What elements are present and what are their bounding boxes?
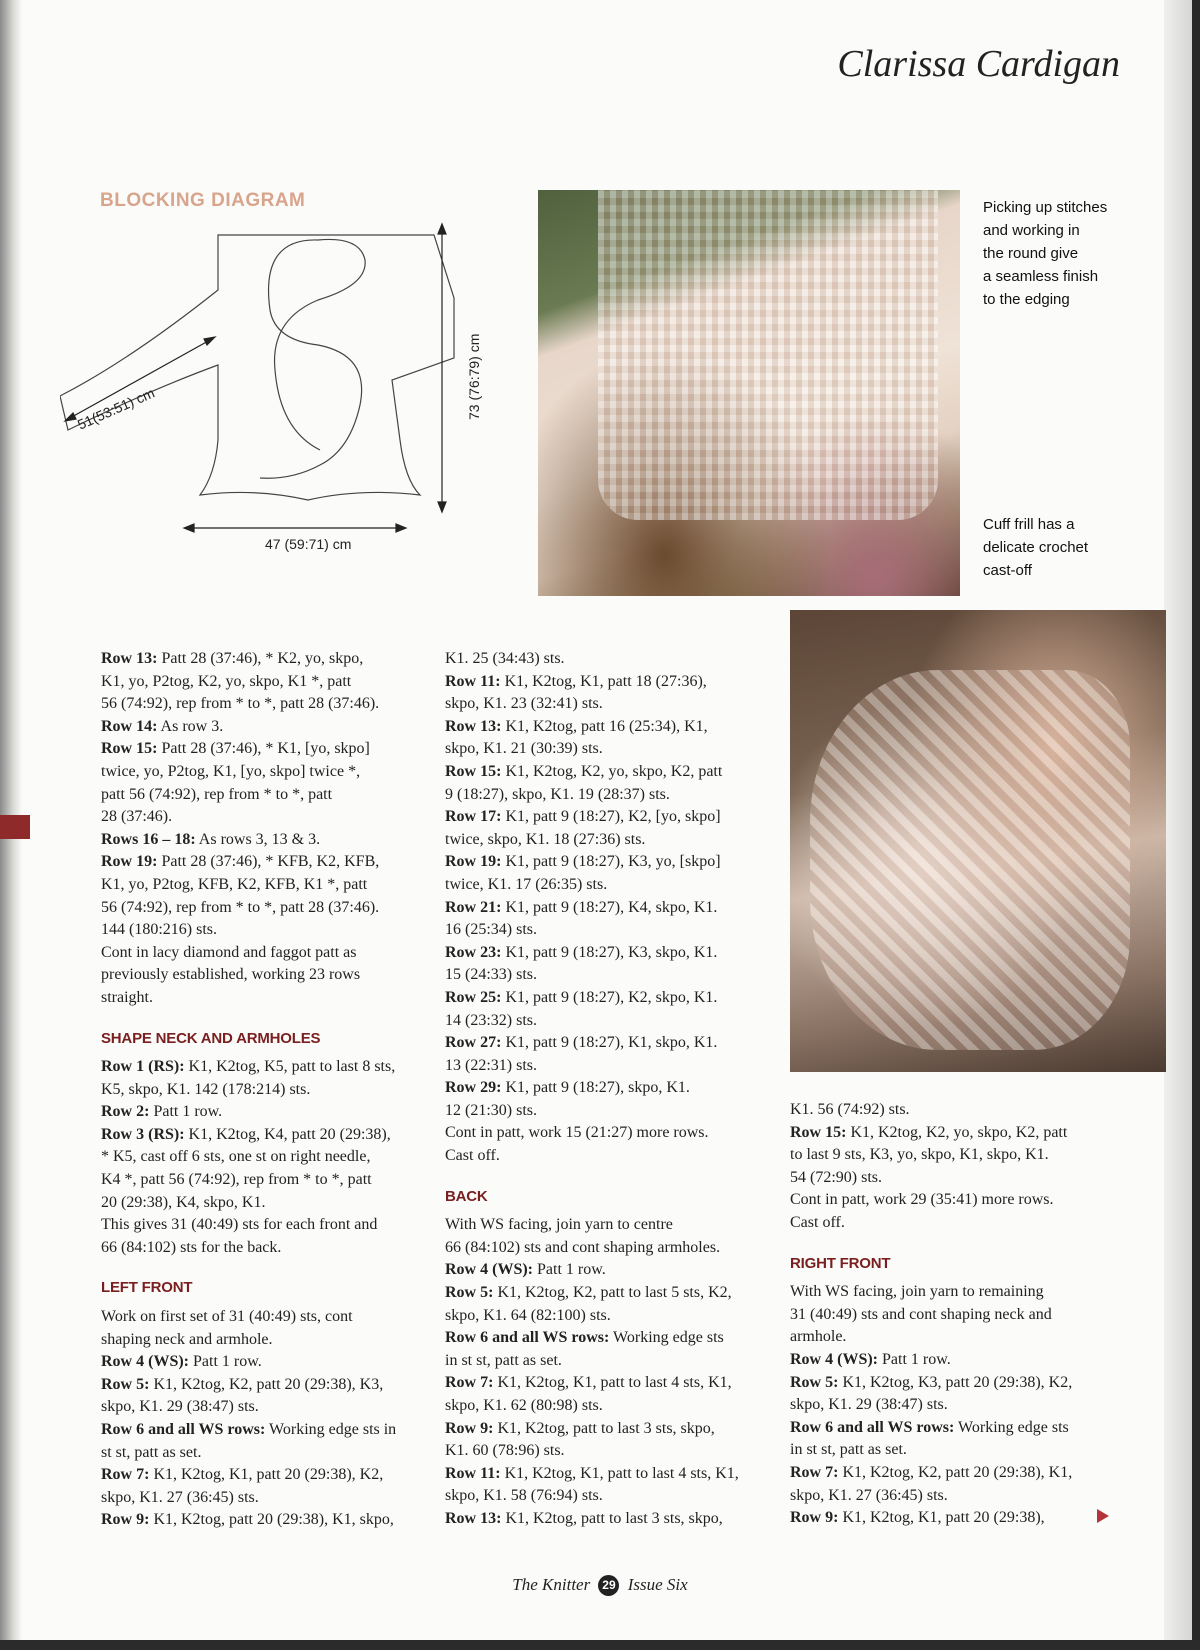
row-text: K1, K2tog, K2, patt to last 5 sts, K2, bbox=[493, 1284, 732, 1302]
pattern-line bbox=[790, 1349, 1115, 1372]
page-edge-marker bbox=[0, 815, 30, 839]
pattern-line bbox=[445, 738, 770, 761]
pattern-line bbox=[445, 942, 770, 965]
pattern-line bbox=[101, 851, 421, 874]
row-text: Patt 1 row. bbox=[878, 1350, 951, 1368]
row-text: K1, K2tog, K1, patt to last 4 sts, K1, bbox=[493, 1374, 732, 1392]
row-text: patt 56 (74:92), rep from * to *, patt bbox=[101, 785, 333, 803]
pattern-line bbox=[101, 1124, 421, 1147]
pattern-line bbox=[101, 716, 421, 739]
row-label: Row 27: bbox=[445, 1034, 502, 1052]
pattern-line bbox=[101, 1419, 421, 1442]
row-text: 54 (72:90) sts. bbox=[790, 1168, 882, 1186]
row-label: Row 13: bbox=[101, 650, 158, 667]
row-text: 12 (21:30) sts. bbox=[445, 1101, 537, 1119]
pattern-line bbox=[790, 1394, 1115, 1417]
continue-arrow-icon bbox=[1097, 1509, 1109, 1523]
row-label: Row 15: bbox=[101, 740, 158, 758]
pattern-line bbox=[790, 1122, 1115, 1145]
width-dimension: 47 (59:71) cm bbox=[265, 536, 352, 552]
sleeve-arrow bbox=[65, 337, 215, 421]
row-text: K1, patt 9 (18:27), K2, [yo, skpo] bbox=[501, 808, 721, 826]
row-label: Row 14: bbox=[101, 717, 158, 735]
row-text: K1, K2tog, K2, yo, skpo, K2, patt bbox=[846, 1123, 1068, 1141]
lace-edging-photo bbox=[538, 190, 960, 596]
pattern-line bbox=[445, 1010, 770, 1033]
row-label: Row 15: bbox=[445, 762, 502, 780]
row-text: K1, patt 9 (18:27), K2, skpo, K1. bbox=[501, 988, 718, 1006]
neckline-curve bbox=[260, 239, 365, 478]
row-text: As row 3. bbox=[157, 717, 224, 735]
row-text: K1, patt 9 (18:27), skpo, K1. bbox=[501, 1079, 690, 1097]
pattern-line bbox=[101, 806, 421, 829]
pattern-line bbox=[790, 1281, 1115, 1304]
pattern-line bbox=[445, 693, 770, 716]
pattern-line bbox=[445, 784, 770, 807]
row-text: K1, K2tog, K4, patt 20 (29:38), bbox=[184, 1125, 391, 1143]
row-text: K1. 25 (34:43) sts. bbox=[445, 650, 565, 667]
pattern-line bbox=[445, 829, 770, 852]
pattern-line bbox=[790, 1326, 1115, 1349]
section-heading: BACK bbox=[445, 1187, 488, 1205]
row-text: K1, K2tog, K2, patt 20 (29:38), K3, bbox=[149, 1375, 384, 1393]
row-text: Patt 28 (37:46), * K1, [yo, skpo] bbox=[157, 740, 370, 758]
pattern-line bbox=[445, 1032, 770, 1055]
row-text: Patt 28 (37:46), * K2, yo, skpo, bbox=[157, 650, 364, 667]
lace-texture bbox=[810, 670, 1130, 1050]
pattern-column-1 bbox=[101, 648, 421, 1532]
pattern-line bbox=[445, 1122, 770, 1145]
row-label: Row 6 and all WS rows: bbox=[790, 1418, 955, 1436]
pattern-line bbox=[445, 1418, 770, 1441]
lace-texture bbox=[598, 190, 938, 520]
row-label: Row 2: bbox=[101, 1103, 150, 1121]
pattern-line bbox=[445, 1395, 770, 1418]
row-label: Row 19: bbox=[445, 853, 502, 871]
row-text: armhole. bbox=[790, 1328, 847, 1346]
pattern-column-3 bbox=[790, 1099, 1115, 1530]
pattern-line bbox=[101, 1056, 421, 1079]
row-label: Row 7: bbox=[445, 1374, 494, 1392]
pattern-line bbox=[790, 1099, 1115, 1122]
pattern-line bbox=[101, 738, 421, 761]
row-text: K1, patt 9 (18:27), K4, skpo, K1. bbox=[501, 898, 718, 916]
row-text: K1, K2tog, K1, patt 20 (29:38), K2, bbox=[149, 1466, 384, 1484]
pattern-line bbox=[790, 1417, 1115, 1440]
row-text: Patt 28 (37:46), * KFB, K2, KFB, bbox=[157, 853, 380, 871]
pattern-line bbox=[101, 1351, 421, 1374]
pattern-line bbox=[445, 1145, 770, 1168]
pattern-line bbox=[445, 806, 770, 829]
row-text: skpo, K1. 64 (82:100) sts. bbox=[445, 1306, 611, 1324]
row-text: skpo, K1. 29 (38:47) sts. bbox=[101, 1398, 259, 1416]
pattern-line bbox=[445, 964, 770, 987]
photo1-caption: Picking up stitches and working in the round give a seamless finish to the edging bbox=[983, 199, 1108, 308]
pattern-line bbox=[101, 1442, 421, 1465]
row-text: K1. 56 (74:92) sts. bbox=[790, 1101, 910, 1118]
pattern-line bbox=[790, 1189, 1115, 1212]
pattern-line bbox=[101, 1101, 421, 1124]
row-text: Work on first set of 31 (40:49) sts, cont bbox=[101, 1308, 353, 1326]
pattern-line bbox=[101, 648, 421, 671]
row-text: skpo, K1. 29 (38:47) sts. bbox=[790, 1396, 948, 1414]
row-label: Row 11: bbox=[445, 672, 501, 690]
row-text: st st, patt as set. bbox=[101, 1443, 202, 1461]
row-text: Patt 1 row. bbox=[189, 1353, 262, 1371]
page-bottom-edge bbox=[0, 1640, 1200, 1650]
row-text: 31 (40:49) sts and cont shaping neck and bbox=[790, 1305, 1052, 1323]
pattern-line bbox=[445, 1440, 770, 1463]
row-text: K1, K2tog, K2, yo, skpo, K2, patt bbox=[501, 762, 723, 780]
pattern-line bbox=[445, 1508, 770, 1531]
row-text: K1, K2tog, K5, patt to last 8 sts, bbox=[184, 1058, 396, 1076]
pattern-line bbox=[445, 1055, 770, 1078]
sleeve-dimension: 51(53:51) cm bbox=[75, 384, 157, 433]
row-text: K1, patt 9 (18:27), K3, yo, [skpo] bbox=[501, 853, 721, 871]
pattern-line bbox=[790, 1212, 1115, 1235]
pattern-line bbox=[101, 919, 421, 942]
photo2-caption: Cuff frill has a delicate crochet cast-off bbox=[983, 516, 1089, 579]
row-label: Row 17: bbox=[445, 808, 502, 826]
row-label: Row 5: bbox=[445, 1284, 494, 1302]
row-text: K1, K2tog, patt to last 3 sts, skpo, bbox=[501, 1509, 723, 1527]
row-label: Row 9: bbox=[445, 1419, 494, 1437]
length-dimension: 73 (76:79) cm bbox=[466, 333, 482, 420]
row-label: Row 9: bbox=[790, 1509, 839, 1527]
pattern-line bbox=[101, 897, 421, 920]
row-label: Row 7: bbox=[101, 1466, 150, 1484]
row-text: Cont in lacy diamond and faggot patt as bbox=[101, 943, 357, 961]
row-text: Cast off. bbox=[790, 1213, 845, 1231]
row-text: K1, patt 9 (18:27), K1, skpo, K1. bbox=[501, 1034, 718, 1052]
row-label: Row 21: bbox=[445, 898, 502, 916]
row-label: Row 9: bbox=[101, 1511, 150, 1529]
row-text: 66 (84:102) sts for the back. bbox=[101, 1238, 282, 1256]
row-text: 15 (24:33) sts. bbox=[445, 966, 537, 984]
issue-label: Issue Six bbox=[627, 1575, 688, 1594]
row-label: Row 7: bbox=[790, 1463, 839, 1481]
pattern-line bbox=[101, 1169, 421, 1192]
row-text: 28 (37:46). bbox=[101, 808, 173, 826]
row-text: K1, yo, P2tog, KFB, K2, KFB, K1 *, patt bbox=[101, 875, 368, 893]
pattern-line bbox=[790, 1372, 1115, 1395]
row-text: shaping neck and armhole. bbox=[101, 1330, 273, 1348]
pattern-line bbox=[445, 919, 770, 942]
pattern-line bbox=[101, 942, 421, 965]
row-label: Row 19: bbox=[101, 853, 158, 871]
pattern-line bbox=[101, 964, 421, 987]
row-label: Row 5: bbox=[101, 1375, 150, 1393]
pattern-line bbox=[790, 1144, 1115, 1167]
row-text: previously established, working 23 rows bbox=[101, 966, 361, 984]
row-text: K1. 60 (78:96) sts. bbox=[445, 1442, 565, 1460]
row-label: Row 3 (RS): bbox=[101, 1125, 185, 1143]
row-label: Row 15: bbox=[790, 1123, 847, 1141]
row-label: Row 23: bbox=[445, 943, 502, 961]
row-text: With WS facing, join yarn to remaining bbox=[790, 1283, 1044, 1301]
row-text: 66 (84:102) sts and cont shaping armholes. bbox=[445, 1238, 721, 1256]
row-label: Row 11: bbox=[445, 1464, 501, 1482]
row-label: Row 6 and all WS rows: bbox=[445, 1329, 610, 1347]
pattern-line bbox=[101, 1464, 421, 1487]
row-text: Cast off. bbox=[445, 1147, 500, 1165]
pattern-line bbox=[445, 897, 770, 920]
pattern-line bbox=[101, 1146, 421, 1169]
row-text: straight. bbox=[101, 988, 153, 1006]
row-text: K1, patt 9 (18:27), K3, skpo, K1. bbox=[501, 943, 718, 961]
row-label: Row 6 and all WS rows: bbox=[101, 1421, 266, 1438]
row-text: This gives 31 (40:49) sts for each front and bbox=[101, 1216, 378, 1234]
row-text: skpo, K1. 62 (80:98) sts. bbox=[445, 1397, 603, 1414]
row-text: Cont in patt, work 29 (35:41) more rows. bbox=[790, 1191, 1054, 1209]
row-text: K5, skpo, K1. 142 (178:214) sts. bbox=[101, 1080, 311, 1098]
row-text: Patt 1 row. bbox=[149, 1103, 223, 1121]
page-right-edge-dark bbox=[1192, 0, 1200, 1650]
row-text: twice, K1. 17 (26:35) sts. bbox=[445, 875, 608, 893]
row-text: K1, K2tog, K1, patt 18 (27:36), bbox=[500, 672, 707, 690]
section-heading: LEFT FRONT bbox=[101, 1279, 193, 1297]
cuff-frill-photo bbox=[790, 610, 1166, 1072]
pattern-line bbox=[445, 1214, 770, 1237]
pattern-line bbox=[101, 761, 421, 784]
page-footer bbox=[0, 1575, 1200, 1596]
width-arrow bbox=[184, 524, 406, 532]
row-text: 9 (18:27), skpo, K1. 19 (28:37) sts. bbox=[445, 785, 670, 803]
pattern-line bbox=[445, 761, 770, 784]
row-text: K1, K2tog, patt 20 (29:38), K1, skpo, bbox=[149, 1511, 394, 1529]
section-heading: RIGHT FRONT bbox=[790, 1254, 891, 1272]
row-text: skpo, K1. 27 (36:45) sts. bbox=[790, 1486, 948, 1504]
row-label: Row 13: bbox=[445, 717, 502, 735]
pattern-line bbox=[445, 1327, 770, 1350]
row-label: Row 13: bbox=[445, 1509, 502, 1527]
pattern-line bbox=[445, 1237, 770, 1260]
pattern-line bbox=[445, 1463, 770, 1486]
pattern-line bbox=[101, 1192, 421, 1215]
row-label: Row 4 (WS): bbox=[445, 1261, 533, 1279]
row-text: Working edge sts bbox=[954, 1418, 1069, 1436]
row-text: K4 *, patt 56 (74:92), rep from * to *, patt bbox=[101, 1171, 372, 1189]
pattern-line bbox=[101, 1306, 421, 1329]
row-text: skpo, K1. 58 (76:94) sts. bbox=[445, 1487, 603, 1505]
pattern-line bbox=[445, 1350, 770, 1373]
row-text: K1, K2tog, patt 16 (25:34), K1, bbox=[501, 717, 708, 735]
row-text: 56 (74:92), rep from * to *, patt 28 (37:46). bbox=[101, 898, 380, 916]
pattern-line bbox=[101, 874, 421, 897]
page-number: 29 bbox=[598, 1575, 619, 1596]
row-label: Rows 16 – 18: bbox=[101, 830, 196, 848]
row-text: Patt 1 row. bbox=[533, 1261, 606, 1279]
row-text: Cont in patt, work 15 (21:27) more rows. bbox=[445, 1124, 709, 1142]
diagram-heading: BLOCKING DIAGRAM bbox=[100, 190, 306, 211]
pattern-line bbox=[101, 829, 421, 852]
row-text: skpo, K1. 21 (30:39) sts. bbox=[445, 740, 603, 758]
row-text: As rows 3, 13 & 3. bbox=[195, 830, 321, 848]
page-title: Clarissa Cardigan bbox=[837, 43, 1120, 85]
row-text: twice, yo, P2tog, K1, [yo, skpo] twice *, bbox=[101, 762, 361, 780]
row-text: K1, K2tog, K3, patt 20 (29:38), K2, bbox=[838, 1373, 1073, 1391]
row-text: skpo, K1. 27 (36:45) sts. bbox=[101, 1488, 259, 1506]
pattern-line bbox=[101, 987, 421, 1010]
pattern-line bbox=[101, 1396, 421, 1419]
row-text: 20 (29:38), K4, skpo, K1. bbox=[101, 1193, 266, 1211]
pattern-line bbox=[445, 987, 770, 1010]
magazine-name: The Knitter bbox=[512, 1575, 591, 1594]
pattern-line bbox=[445, 1077, 770, 1100]
section-heading: SHAPE NECK AND ARMHOLES bbox=[101, 1029, 321, 1047]
pattern-line bbox=[790, 1167, 1115, 1190]
pattern-line bbox=[101, 1214, 421, 1237]
row-text: to last 9 sts, K3, yo, skpo, K1, skpo, K1. bbox=[790, 1146, 1049, 1164]
row-text: 144 (180:216) sts. bbox=[101, 921, 217, 939]
pattern-line bbox=[790, 1485, 1115, 1508]
pattern-line bbox=[445, 1305, 770, 1328]
pattern-line bbox=[101, 784, 421, 807]
row-text: skpo, K1. 23 (32:41) sts. bbox=[445, 695, 603, 713]
pattern-line bbox=[101, 1374, 421, 1397]
row-text: K1, K2tog, K2, patt 20 (29:38), K1, bbox=[838, 1463, 1073, 1481]
row-text: 56 (74:92), rep from * to *, patt 28 (37:46). bbox=[101, 695, 380, 713]
row-text: Working edge sts bbox=[609, 1329, 724, 1347]
pattern-line bbox=[445, 1485, 770, 1508]
row-label: Row 4 (WS): bbox=[101, 1353, 189, 1371]
row-text: * K5, cast off 6 sts, one st on right needle, bbox=[101, 1148, 371, 1166]
pattern-line bbox=[101, 1079, 421, 1102]
pattern-line bbox=[445, 648, 770, 671]
pattern-line bbox=[445, 1282, 770, 1305]
pattern-line bbox=[445, 851, 770, 874]
pattern-line bbox=[101, 693, 421, 716]
pattern-line bbox=[790, 1462, 1115, 1485]
row-text: K1, yo, P2tog, K2, yo, skpo, K1 *, patt bbox=[101, 672, 352, 690]
pattern-column-2 bbox=[445, 648, 770, 1531]
row-text: in st st, patt as set. bbox=[790, 1441, 907, 1459]
pattern-line bbox=[790, 1439, 1115, 1462]
row-text: Working edge sts in bbox=[265, 1421, 397, 1438]
pattern-line bbox=[445, 874, 770, 897]
pattern-line bbox=[101, 1509, 421, 1532]
row-label: Row 29: bbox=[445, 1079, 502, 1097]
row-text: 16 (25:34) sts. bbox=[445, 921, 537, 939]
row-text: 14 (23:32) sts. bbox=[445, 1011, 537, 1029]
pattern-line bbox=[101, 671, 421, 694]
pattern-line bbox=[790, 1507, 1115, 1530]
pattern-line bbox=[101, 1487, 421, 1510]
row-text: twice, skpo, K1. 18 (27:36) sts. bbox=[445, 830, 646, 848]
cardigan-outline bbox=[60, 235, 454, 500]
row-text: K1, K2tog, K1, patt to last 4 sts, K1, bbox=[500, 1464, 739, 1482]
row-label: Row 25: bbox=[445, 988, 502, 1006]
row-text: 13 (22:31) sts. bbox=[445, 1056, 537, 1074]
pattern-line bbox=[101, 1237, 421, 1260]
row-label: Row 1 (RS): bbox=[101, 1058, 185, 1076]
pattern-line bbox=[790, 1304, 1115, 1327]
row-text: With WS facing, join yarn to centre bbox=[445, 1216, 673, 1234]
pattern-line bbox=[445, 671, 770, 694]
pattern-line bbox=[101, 1329, 421, 1352]
pattern-line bbox=[445, 1259, 770, 1282]
pattern-line bbox=[445, 716, 770, 739]
row-text: K1, K2tog, patt to last 3 sts, skpo, bbox=[493, 1419, 715, 1437]
pattern-line bbox=[445, 1372, 770, 1395]
row-label: Row 5: bbox=[790, 1373, 839, 1391]
row-text: in st st, patt as set. bbox=[445, 1351, 562, 1369]
row-text: K1, K2tog, K1, patt 20 (29:38), bbox=[838, 1509, 1045, 1527]
pattern-line bbox=[445, 1100, 770, 1123]
row-label: Row 4 (WS): bbox=[790, 1350, 878, 1368]
